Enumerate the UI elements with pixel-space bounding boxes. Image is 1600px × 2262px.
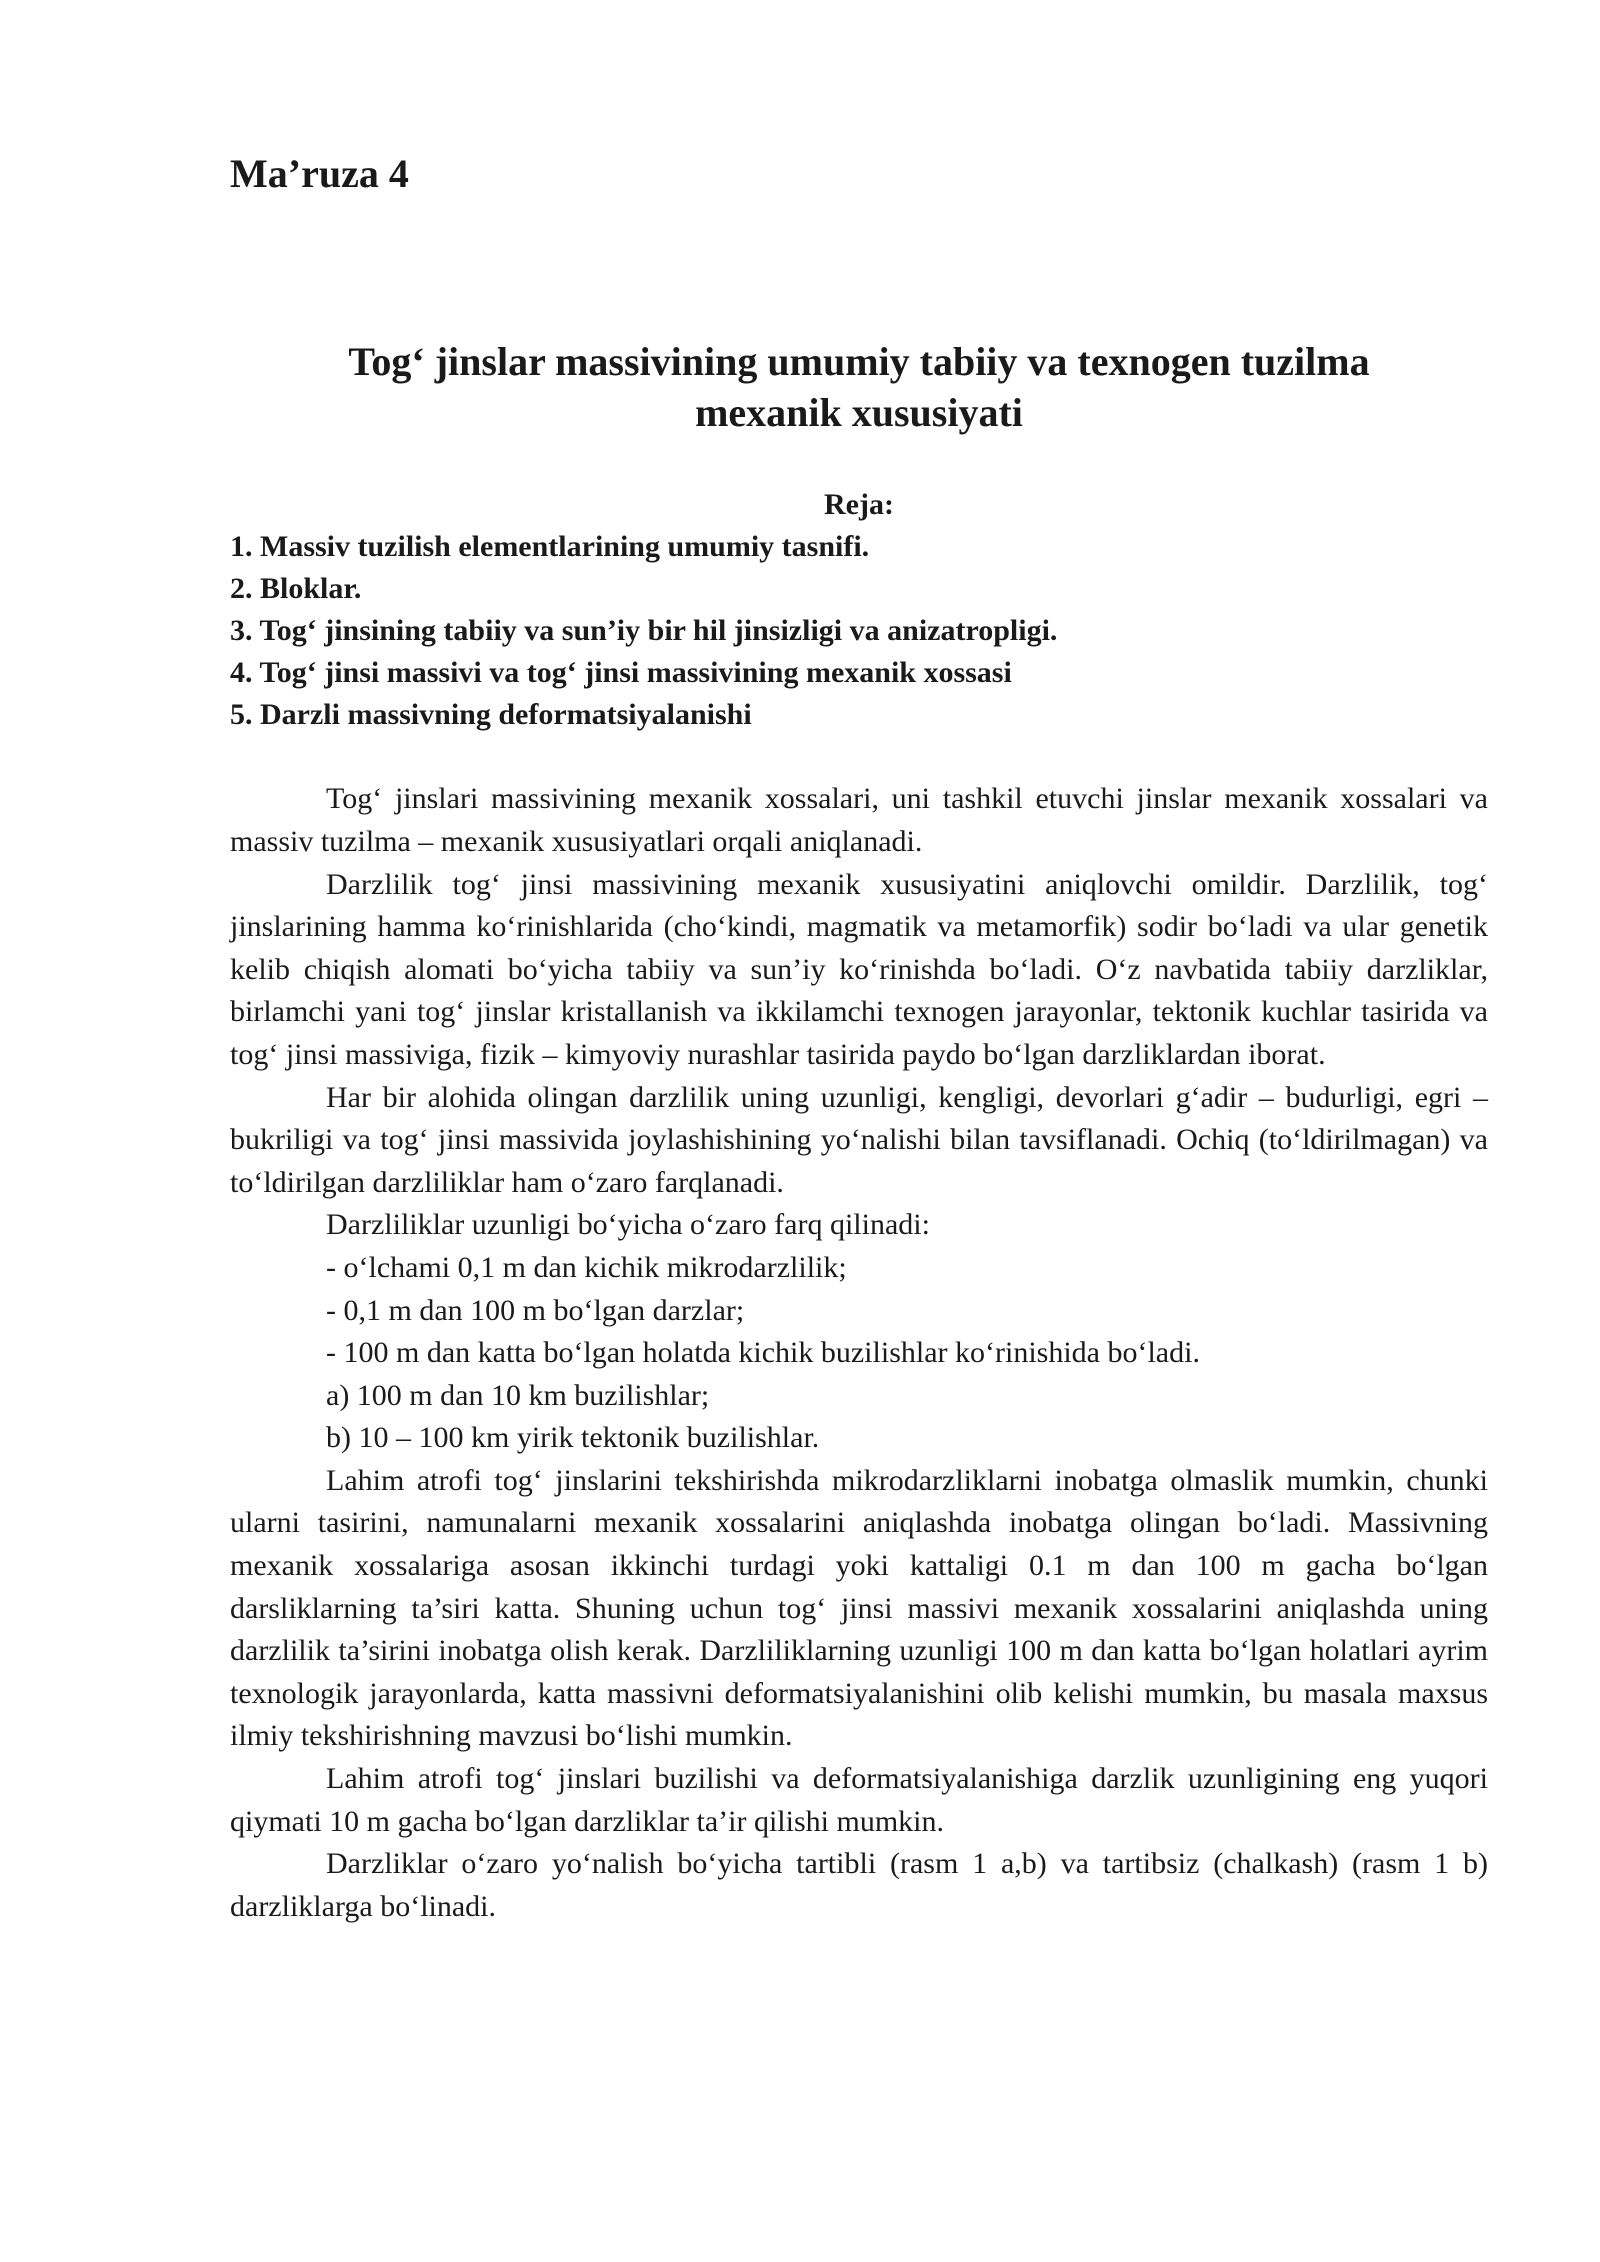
list-item: - o‘lchami 0,1 m dan kichik mikrodarzlilik; [326, 1250, 847, 1284]
lecture-title-line-1: Tog‘ jinslar massivining umumiy tabiiy va texnogen tuzilma [348, 339, 1370, 384]
document-page [230, 150, 1488, 1928]
plan-item: 2. Bloklar. [230, 572, 362, 606]
lecture-title-line-2: mexanik xususiyati [695, 390, 1023, 436]
plan-item: 4. Tog‘ jinsi massivi va tog‘ jinsi massivining mexanik xossasi [230, 656, 1012, 690]
plan-list [230, 526, 1488, 736]
plan-item: 5. Darzli massivning deformatsiyalanishi [230, 698, 752, 732]
plan-item: 1. Massiv tuzilish elementlarining umumiy tasnifi. [230, 530, 870, 564]
lecture-title [230, 336, 1488, 438]
plan-heading: Reja: [824, 488, 894, 522]
paragraph: Lahim atrofi tog‘ jinslari buzilishi va deformatsiyalanishiga darzlik uzunligining eng yuqori qiymati 10 m gacha bo‘lgan darzliklar ta’ir qilishi mumkin. [230, 1762, 1488, 1838]
list-item: - 0,1 m dan 100 m bo‘lgan darzlar; [326, 1293, 745, 1327]
paragraph: Tog‘ jinslari massivining mexanik xossalari, uni tashkil etuvchi jinslar mexanik xossalari va massiv tuzilma – mexanik xususiyatlari orqali aniqlanadi. [230, 782, 1488, 858]
plan-item: 3. Tog‘ jinsining tabiiy va sun’iy bir hil jinsizligi va anizatropligi. [230, 614, 1058, 648]
list-item: a) 100 m dan 10 km buzilishlar; [326, 1378, 710, 1412]
paragraph: Har bir alohida olingan darzlilik uning uzunligi, kengligi, devorlari g‘adir – budurligi, egri – bukriligi va tog‘ jinsi massivida joylashishining yo‘nalishi bilan tavsiflanadi. Ochiq (to‘ldirilmagan) va to‘ldirilgan darzliliklar ham o‘zaro farqlanadi. [230, 1080, 1488, 1199]
list-item: b) 10 – 100 km yirik tektonik buzilishlar. [326, 1421, 820, 1455]
lecture-number: Ma’ruza 4 [230, 151, 409, 196]
paragraph: Lahim atrofi tog‘ jinslarini tekshirishda mikrodarzliklarni inobatga olmaslik mumkin, chunki ularni tasirini, namunalarni mexanik xossalarini aniqlashda inobatga olingan bo‘ladi. Massivning mexanik xossalariga asosan ikkinchi turdagi yoki kattaligi 0.1 m dan 100 m gacha bo‘lgan darsliklarning ta’siri katta. Shuning uchun tog‘ jinsi massivi mexanik xossalarini aniqlashda uning darzlilik ta’sirini inobatga olish kerak. Darzliliklarning uzunligi 100 m dan katta bo‘lgan holatlari ayrim texnologik jarayonlarda, katta massivni deformatsiyalanishini olib kelishi mumkin, bu masala maxsus ilmiy tekshirishning mavzusi bo‘lishi mumkin. [230, 1463, 1488, 1753]
paragraph: Darzliliklar uzunligi bo‘yicha o‘zaro farq qilinadi: [326, 1208, 930, 1242]
paragraph: Darzliklar o‘zaro yo‘nalish bo‘yicha tartibli (rasm 1 a,b) va tartibsiz (chalkash) (rasm 1 b) darzliklarga bo‘linadi. [230, 1847, 1488, 1923]
list-item: - 100 m dan katta bo‘lgan holatda kichik buzilishlar ko‘rinishida bo‘ladi. [326, 1336, 1200, 1370]
body-text [230, 778, 1488, 1928]
paragraph: Darzlilik tog‘ jinsi massivining mexanik xususiyatini aniqlovchi omildir. Darzlilik, tog‘ jinslarining hamma ko‘rinishlarida (cho‘kindi, magmatik va metamorfik) sodir bo‘ladi va ular genetik kelib chiqish alomati bo‘yicha tabiiy va sun’iy ko‘rinishda bo‘ladi. O‘z navbatida tabiiy darzliklar, birlamchi yani tog‘ jinslar kristallanish va ikkilamchi texnogen jarayonlar, tektonik kuchlar tasirida va tog‘ jinsi massiviga, fizik – kimyoviy nurashlar tasirida paydo bo‘lgan darzliklardan iborat. [230, 867, 1488, 1071]
